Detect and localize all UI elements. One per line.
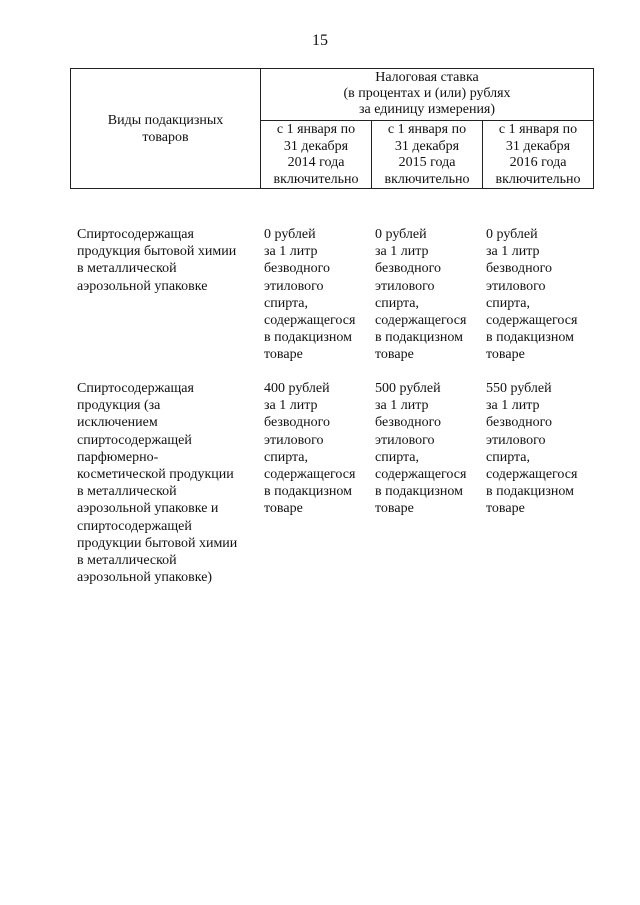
rate-line: 0 рублей [375,227,427,242]
goods-type-line: в металлической [77,261,177,277]
header-period-line: с 1 января по [387,122,467,137]
rate-line: за 1 литр [375,244,429,260]
rate-line: в подакцизном [264,484,352,500]
rate-line: содержащегося [264,313,356,329]
header-period-line: с 1 января по [276,122,356,137]
rate-line: товаре [264,501,303,517]
goods-type-line: продукция (за [77,398,161,414]
goods-type-line: спиртосодержащей [77,432,192,448]
rate-line: товаре [486,501,525,517]
header-period-line: 31 декабря [394,138,460,154]
goods-type-line: аэрозольной упаковке [77,278,208,294]
rate-line: спирта, [264,295,309,311]
rate-line: этилового [264,432,324,448]
rate-line: безводного [264,261,330,277]
rate-line: спирта, [375,449,420,465]
rate-cell-2016 [486,226,596,364]
rate-line: товаре [486,347,525,363]
header-period-line: 2015 года [398,155,456,170]
rate-line: этилового [264,278,324,294]
header-tax-rate-line: (в процентах и (или) рублях [343,86,511,101]
goods-type-line: исключением [77,415,158,431]
rate-line: в подакцизном [375,484,463,500]
goods-type-line: парфюмерно- [77,449,159,465]
rate-line: 0 рублей [264,227,316,242]
header-period-line: включительно [495,171,581,187]
rate-line: этилового [375,432,435,448]
rate-line: 500 рублей [375,381,441,396]
rate-line: этилового [486,278,546,294]
header-period-line: 31 декабря [505,138,571,154]
rate-line: этилового [375,278,435,294]
header-tax-rate-line: за единицу измерения) [358,102,496,117]
header-period-2015 [372,121,483,188]
goods-type-line: Спиртосодержащая [77,381,194,396]
header-goods-type [71,69,261,188]
rate-cell-2014 [264,380,374,518]
rate-line: безводного [486,415,552,431]
rate-line: за 1 литр [264,398,318,414]
rate-line: содержащегося [486,467,578,483]
goods-type-line: спиртосодержащей [77,518,192,534]
rate-line: безводного [375,261,441,277]
rate-line: безводного [486,261,552,277]
rate-line: за 1 литр [264,244,318,260]
rate-cell-2015 [375,226,485,364]
header-tax-rate-line: Налоговая ставка [375,70,479,85]
rate-line: за 1 литр [375,398,429,414]
rate-line: спирта, [264,449,309,465]
header-tax-rate [261,69,593,121]
goods-type-line: Спиртосодержащая [77,227,194,242]
rate-line: содержащегося [264,467,356,483]
header-period-2014 [261,121,372,188]
header-period-line: 2016 года [509,155,567,170]
goods-type-line: продукция бытовой химии [77,244,237,260]
rate-line: этилового [486,432,546,448]
goods-type-line: в металлической [77,484,177,500]
header-period-line: 2014 года [287,155,345,170]
header-period-line: 31 декабря [283,138,349,154]
rate-line: в подакцизном [486,330,574,346]
goods-type-line: в металлической [77,553,177,569]
header-period-line: включительно [384,171,470,187]
rate-line: безводного [375,415,441,431]
goods-type-line: косметической продукции [77,467,234,483]
goods-type-line: аэрозольной упаковке и [77,501,219,517]
rate-line: в подакцизном [264,330,352,346]
rate-line: спирта, [486,449,531,465]
header-goods-type-line: товаров [142,129,189,145]
goods-type-line: продукции бытовой химии [77,535,238,551]
rate-cell-2016 [486,380,596,518]
page-number: 15 [312,32,328,49]
rate-cell-2014 [264,226,374,364]
rate-line: спирта, [486,295,531,311]
rate-line: безводного [264,415,330,431]
rate-line: за 1 литр [486,244,540,260]
rate-line: 0 рублей [486,227,538,242]
rate-line: содержащегося [375,313,467,329]
goods-type-line: аэрозольной упаковке) [77,570,213,586]
rate-line: в подакцизном [486,484,574,500]
header-period-line: включительно [273,171,359,187]
header-goods-type-line: Виды подакцизных [107,112,224,128]
rate-line: товаре [375,501,414,517]
rate-line: спирта, [375,295,420,311]
rate-line: содержащегося [486,313,578,329]
rate-line: за 1 литр [486,398,540,414]
rate-line: 400 рублей [264,381,330,396]
rate-line: содержащегося [375,467,467,483]
rate-line: 550 рублей [486,381,552,396]
goods-type-cell [77,226,267,295]
table-header [70,68,594,189]
rate-line: товаре [264,347,303,363]
rate-line: в подакцизном [375,330,463,346]
rate-cell-2015 [375,380,485,518]
goods-type-cell [77,380,267,586]
rate-line: товаре [375,347,414,363]
header-period-2016 [483,121,593,188]
header-period-line: с 1 января по [498,122,578,137]
